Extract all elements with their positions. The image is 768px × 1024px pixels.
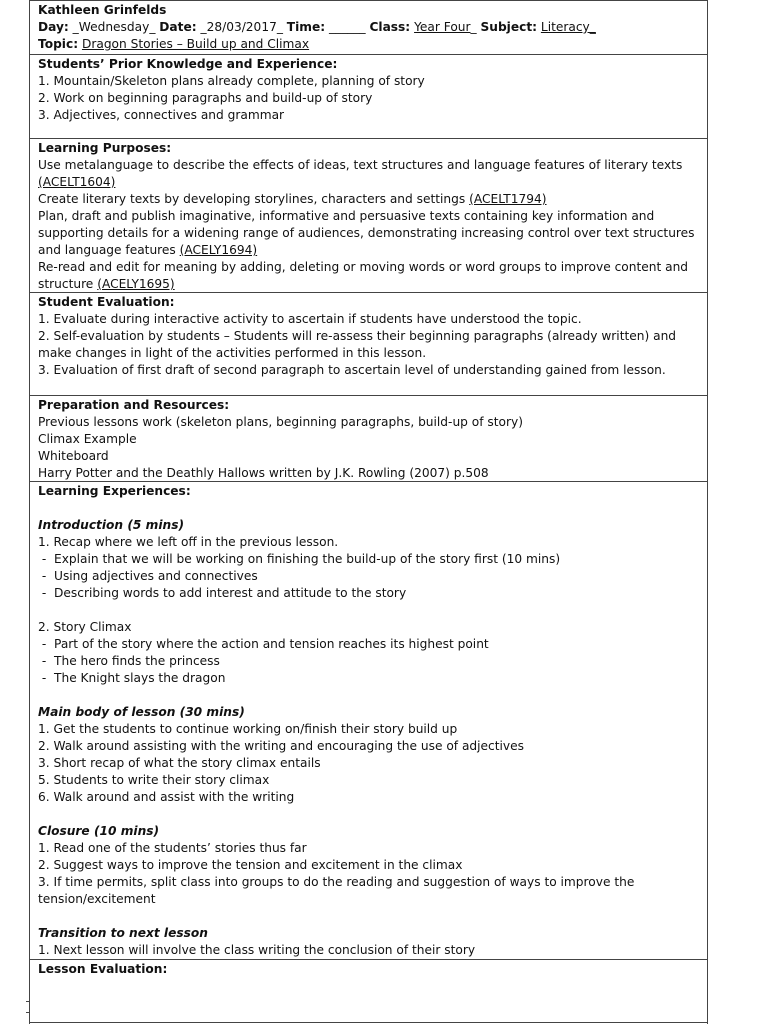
purpose-item — [38, 259, 699, 292]
purpose-text: Use metalanguage to describe the effects of ideas, text structures and language features of literary texts — [38, 158, 683, 172]
section-heading: Learning Experiences: — [38, 484, 191, 498]
list-item: 3. Evaluation of first draft of second paragraph to ascertain level of understanding gained from lesson. — [38, 363, 666, 377]
lesson-evaluation-section — [30, 959, 707, 1023]
curriculum-code: (ACELT1794) — [469, 192, 547, 206]
time-value: ______ — [325, 20, 370, 34]
subsection-heading: Transition to next lesson — [38, 926, 208, 940]
learning-experiences-section — [30, 481, 707, 959]
margin-mark — [26, 1001, 29, 1002]
purpose-item — [38, 208, 699, 259]
learning-purposes-section — [30, 138, 707, 292]
purpose-text: Plan, draft and publish imaginative, informative and persuasive texts containing key information and supporting details for a widening range of audiences, demonstrating increasing control over text structures and language features — [38, 209, 695, 257]
list-item: 1. Read one of the students’ stories thus far — [38, 841, 307, 855]
list-item: 2. Self-evaluation by students – Students will re-assess their beginning paragraphs (already written) and make changes in light of the activities performed in this lesson. — [38, 329, 677, 360]
list-item: 1. Evaluate during interactive activity to ascertain if students have understood the topic. — [38, 312, 582, 326]
purpose-text: Create literary texts by developing storylines, characters and settings — [38, 192, 470, 206]
list-item: 2. Story Climax — [38, 620, 132, 634]
class-suffix: _ — [470, 20, 481, 34]
list-item: 1. Next lesson will involve the class writing the conclusion of their story — [38, 943, 476, 957]
list-item: 3. Short recap of what the story climax entails — [38, 756, 321, 770]
date-value: _28/03/2017_ — [196, 20, 287, 34]
curriculum-code: (ACELY1695) — [97, 277, 175, 291]
time-label: Time: — [286, 20, 326, 34]
subsection-heading: Introduction (5 mins) — [38, 518, 185, 532]
teacher-name: Kathleen Grinfelds — [38, 3, 167, 17]
list-item: 2. Walk around assisting with the writing and encouraging the use of adjectives — [38, 739, 524, 753]
section-heading: Lesson Evaluation: — [38, 962, 168, 976]
class-value: Year Four — [414, 20, 471, 34]
list-item: - Using adjectives and connectives — [38, 569, 258, 583]
list-item: 3. If time permits, split class into groups to do the reading and suggestion of ways to improve the tension/excitement — [38, 875, 635, 906]
day-label: Day: — [38, 20, 69, 34]
list-item: - Explain that we will be working on finishing the build-up of the story first (10 mins) — [38, 552, 561, 566]
date-label: Date: — [159, 20, 197, 34]
lesson-plan-page — [29, 0, 708, 1024]
section-heading: Learning Purposes: — [38, 141, 172, 155]
section-heading: Students’ Prior Knowledge and Experience: — [38, 57, 338, 71]
prior-knowledge-section — [30, 54, 707, 138]
list-item: Harry Potter and the Deathly Hallows written by J.K. Rowling (2007) p.508 — [38, 466, 489, 480]
list-item: 6. Walk around and assist with the writing — [38, 790, 295, 804]
day-value: _Wednesday_ — [68, 20, 160, 34]
list-item: 5. Students to write their story climax — [38, 773, 270, 787]
subject-value: Literacy_ — [540, 20, 596, 34]
list-item: 2. Work on beginning paragraphs and build-up of story — [38, 91, 373, 105]
subject-label: Subject: — [480, 20, 538, 34]
topic-value: Dragon Stories – Build up and Climax — [81, 37, 310, 51]
list-item: - Describing words to add interest and attitude to the story — [38, 586, 407, 600]
list-item: 1. Get the students to continue working on/finish their story build up — [38, 722, 458, 736]
list-item: 3. Adjectives, connectives and grammar — [38, 108, 285, 122]
section-heading: Student Evaluation: — [38, 295, 175, 309]
preparation-section — [30, 395, 707, 481]
subsection-heading: Closure (10 mins) — [38, 824, 160, 838]
class-label: Class: — [369, 20, 411, 34]
list-item: Whiteboard — [38, 449, 109, 463]
margin-mark — [26, 1012, 29, 1013]
list-item: 2. Suggest ways to improve the tension and excitement in the climax — [38, 858, 463, 872]
student-evaluation-section — [30, 292, 707, 395]
curriculum-code: (ACELY1694) — [179, 243, 258, 257]
list-item: 1. Mountain/Skeleton plans already complete, planning of story — [38, 74, 425, 88]
purpose-item — [38, 157, 699, 191]
list-item: - Part of the story where the action and tension reaches its highest point — [38, 637, 489, 651]
list-item: Previous lessons work (skeleton plans, beginning paragraphs, build-up of story) — [38, 415, 523, 429]
section-heading: Preparation and Resources: — [38, 398, 230, 412]
list-item: Climax Example — [38, 432, 137, 446]
list-item: - The Knight slays the dragon — [38, 671, 226, 685]
lesson-details — [38, 19, 699, 36]
header-section — [30, 0, 707, 54]
list-item: 1. Recap where we left off in the previous lesson. — [38, 535, 339, 549]
subsection-heading: Main body of lesson (30 mins) — [38, 705, 245, 719]
purpose-item — [38, 191, 699, 208]
curriculum-code: (ACELT1604) — [38, 175, 116, 189]
topic-line — [38, 36, 699, 53]
list-item: - The hero finds the princess — [38, 654, 220, 668]
purpose-text: Re-read and edit for meaning by adding, deleting or moving words or word groups to improve content and structure — [38, 260, 689, 291]
topic-label: Topic: — [38, 37, 79, 51]
